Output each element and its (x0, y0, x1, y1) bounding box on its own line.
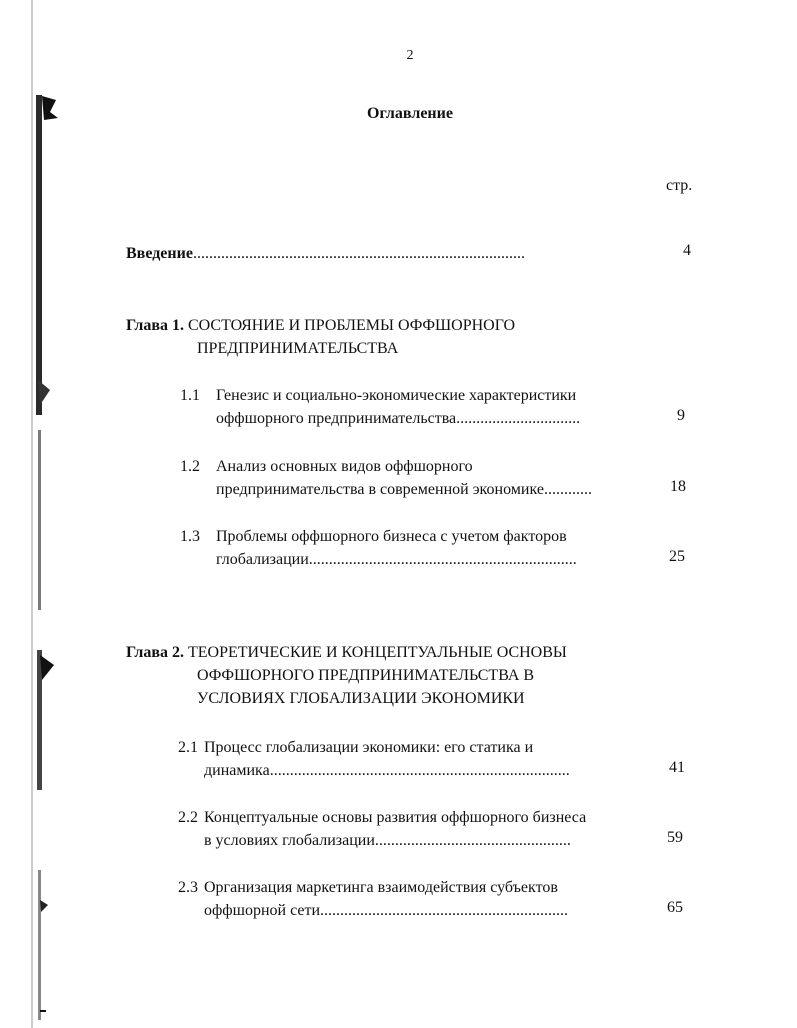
page-title: Оглавление (367, 105, 453, 122)
page-column-label: стр. (666, 177, 693, 194)
toc-s2-3-line1: Организация маркетинга взаимодействия субъектов (204, 879, 558, 896)
scan-edge-artifact (0, 0, 70, 1028)
toc-s1-3-line1: Проблемы оффшорного бизнеса с учетом факторов (216, 528, 567, 545)
toc-chapter2-title: ТЕОРЕТИЧЕСКИЕ И КОНЦЕПТУАЛЬНЫЕ ОСНОВЫ (188, 644, 567, 661)
toc-intro-label: Введение (126, 245, 193, 262)
toc-intro-dots: ................................................................................... (192, 245, 525, 262)
toc-s1-2-num: 1.2 (180, 458, 200, 475)
toc-s1-1-num: 1.1 (180, 387, 200, 404)
toc-s2-1-page: 41 (669, 759, 685, 776)
toc-chapter1-prefix: Глава 1. (126, 317, 184, 334)
toc-s1-2-page: 18 (670, 478, 686, 495)
toc-s2-1-line2: динамика........................................................................... (204, 762, 570, 779)
toc-chapter2-line3: УСЛОВИЯХ ГЛОБАЛИЗАЦИИ ЭКОНОМИКИ (197, 690, 525, 707)
toc-chapter2-line2: ОФФШОРНОГО ПРЕДПРИНИМАТЕЛЬСТВА В (197, 667, 535, 684)
toc-s1-3-page: 25 (669, 548, 685, 565)
toc-s1-2-line2: предпринимательства в современной экономике............ (216, 481, 592, 498)
toc-chapter1-line2: ПРЕДПРИНИМАТЕЛЬСТВА (197, 340, 399, 357)
toc-s1-1-page: 9 (677, 407, 685, 424)
toc-s2-3-page: 65 (667, 899, 683, 916)
toc-s1-3-line2: глобализации................................................................... (216, 551, 577, 568)
toc-s1-1-line2: оффшорного предпринимательства............................... (216, 410, 581, 427)
toc-chapter1-title: СОСТОЯНИЕ И ПРОБЛЕМЫ ОФФШОРНОГО (188, 317, 516, 334)
toc-chapter1-line1 (126, 314, 515, 337)
toc-s2-1-num: 2.1 (178, 739, 198, 756)
toc-intro-page: 4 (683, 242, 691, 259)
toc-s2-2-num: 2.2 (178, 809, 198, 826)
toc-s1-1-line1: Генезис и социально-экономические характеристики (216, 387, 577, 404)
toc-s2-3-line2: оффшорной сети.............................................................. (204, 902, 569, 919)
toc-chapter2-line1 (126, 641, 567, 664)
toc-s2-1-line1: Процесс глобализации экономики: его статика и (204, 739, 534, 756)
toc-s2-3-num: 2.3 (178, 879, 198, 896)
toc-intro (126, 242, 525, 265)
toc-s1-2-line1: Анализ основных видов оффшорного (216, 458, 473, 475)
toc-s2-2-line2: в условиях глобализации................................................. (204, 832, 571, 849)
toc-s2-2-line1: Концептуальные основы развития оффшорного бизнеса (204, 809, 587, 826)
toc-s2-2-page: 59 (667, 829, 683, 846)
toc-chapter2-prefix: Глава 2. (126, 644, 184, 661)
toc-s1-3-num: 1.3 (180, 528, 200, 545)
page-number: 2 (406, 48, 414, 63)
